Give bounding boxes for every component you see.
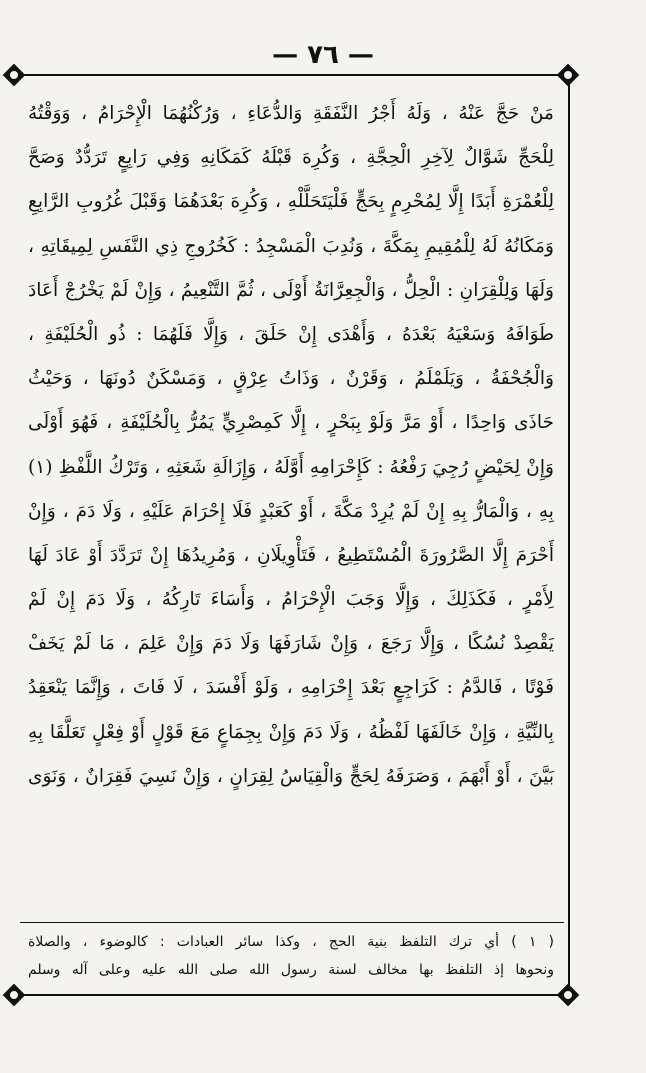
text-line: لِأَمْرٍ ، فَكَذَلِكَ ، وَإِلَّا وَجَبَ الْإِحْرَامُ ، وَأَسَاءَ تَارِكُهُ ، وَلَا دَمَ إِنْ لَمْ: [28, 589, 554, 611]
top-frame-rule: [14, 74, 570, 76]
text-line: أَحْرَمَ إِلَّا الصَّرُورَةَ الْمُسْتَطِيعُ ، فَتَأْوِيلَانِ ، وَمُرِيدُهَا إِنْ تَرَدَّدَ أَوْ عَادَ لَهَا: [28, 544, 554, 566]
text-line: وَالْجُحْفَةُ ، وَيَلَمْلَمُ ، وَقَرْنٌ ، وَذَاتُ عِرْقٍ ، وَمَسْكَنٌ دُونَهَا ، وَحَيْثُ: [28, 368, 554, 390]
text-line: بِالنِّيَّةِ ، وَإِنْ خَالَفَهَا لَفْظُهُ ، وَلَا دَمَ وَإِنْ بِجِمَاعٍ مَعَ قَوْلٍ أَوْ فِعْلٍ تَعَلَّقَا بِهِ: [28, 721, 554, 743]
footnote: [28, 928, 554, 984]
ornament-bottom-left-icon: [3, 984, 26, 1007]
text-line: وَإِنْ لِحَيْضٍ رُجِيَ رَفْعُهُ : كَإِحْرَامِهِ أَوَّلَهُ ، وَإِزَالَةِ شَعَثِهِ ، وَتَرْكُ اللَّفْظِ (١): [28, 456, 554, 478]
footnote-separator: [20, 922, 564, 923]
text-line: بِهِ ، وَالْمَارُّ بِهِ إِنْ لَمْ يُرِدْ مَكَّةَ ، أَوْ كَعَبْدٍ فَلَا إِحْرَامَ عَلَيْهِ ، وَلَا دَمَ ، وَإِنْ: [28, 500, 554, 522]
footnote-line: ونحوها إذ التلفظ بها مخالف لسنة رسول الله صلى الله عليه وعلى آله وسلم: [28, 962, 554, 978]
footnote-line: ( ١ ) أي ترك التلفظ بنية الحج ، وكذا سائر العبادات : كالوضوء ، والصلاة: [28, 934, 554, 950]
bottom-frame-rule: [14, 994, 570, 996]
text-line: لِلْعُمْرَةِ أَبَدًا إِلَّا لِمُحْرِمٍ بِحَجٍّ فَلْيَتَحَلَّلْهِ ، وَكُرِهَ بَعْدَهُمَا وَقَبْلَ غُرُوبِ الرَّابِعِ: [28, 191, 554, 213]
main-text: [28, 92, 554, 799]
ornament-bottom-right-icon: [557, 984, 580, 1007]
text-line: مَنْ حَجَّ عَنْهُ ، وَلَهُ أَجْرُ النَّفَقَةِ وَالدُّعَاءِ ، وَرُكْنُهُمَا الْإِحْرَامُ ، وَوَقْتُهُ: [28, 103, 554, 124]
text-line: بَيَّنَ ، أَوْ أَبْهَمَ ، وَصَرَفَهُ لِحَجٍّ وَالْقِيَاسُ لِقِرَانٍ ، وَإِنْ نَسِيَ فَقِرَانٌ ، وَنَوَى: [28, 765, 554, 787]
text-line: فَوْتًا ، فَالدَّمُ : كَرَاجِعٍ بَعْدَ إِحْرَامِهِ ، وَلَوْ أَفْسَدَ ، لَا فَاتَ ، وَإِنَّمَا يَنْعَقِدُ: [28, 677, 554, 699]
text-line: طَوَافَهُ وَسَعْيَهُ بَعْدَهُ ، وَأَهْدَى إِنْ حَلَقَ ، وَإِلَّا فَلَهُمَا : ذُو الْحُلَيْفَةِ ،: [28, 323, 554, 345]
text-line: وَمَكَانُهُ لَهُ لِلْمُقِيمِ بِمَكَّةَ ، وَنُدِبَ الْمَسْجِدُ : كَخُرُوجِ ذِي النَّفَسِ لِمِيقَاتِهِ ،: [28, 235, 554, 257]
right-frame-rule: [568, 76, 570, 994]
text-line: لِلْحَجِّ شَوَّالٌ لِآخِرِ الْحِجَّةِ ، وَكُرِهَ قَبْلَهُ كَمَكَانِهِ وَفِي رَابِعٍ تَرَدُّدٌ وَصَحَّ: [28, 147, 554, 169]
page-number: — ٧٦ —: [272, 40, 374, 70]
text-line: وَلَهَا وَلِلْقِرَانِ : الْحِلُّ ، وَالْجِعِرَّانَةُ أَوْلَى ، ثُمَّ التَّنْعِيمُ ، وَإِنْ لَمْ يَخْرُجْ أَعَادَ: [28, 279, 554, 301]
text-line: حَاذَى وَاحِدًا ، أَوْ مَرَّ وَلَوْ بِبَحْرٍ ، إِلَّا كَمِصْرِيٍّ يَمُرُّ بِالْحُلَيْفَةِ ، فَهُوَ أَوْلَى: [28, 412, 554, 434]
text-line: يَقْصِدْ نُسُكًا ، وَإِلَّا رَجَعَ ، وَإِنْ شَارَفَهَا وَلَا دَمَ وَإِنْ عَلِمَ ، مَا لَمْ يَخَفْ: [28, 633, 554, 655]
